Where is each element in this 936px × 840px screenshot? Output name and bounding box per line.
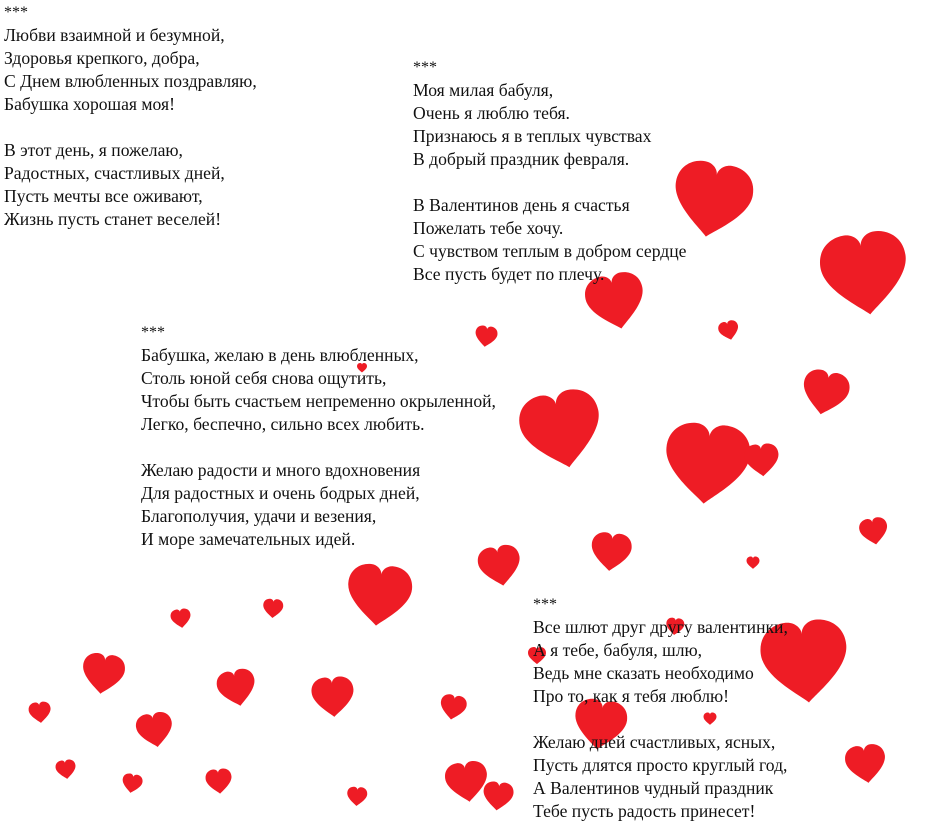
heart-icon — [589, 531, 633, 573]
poem-4-stars: *** — [533, 596, 557, 613]
poem-4-line-2: А я тебе, бабуля, шлю, — [533, 640, 703, 660]
poem-3-line-9: И море замечательных идей. — [141, 529, 356, 549]
heart-icon — [346, 786, 367, 806]
heart-icon — [662, 420, 753, 507]
heart-icon — [515, 385, 609, 476]
heart-icon — [55, 759, 77, 781]
poem-4-line-1: Все шлют друг другу валентинки, — [533, 617, 788, 637]
poem-1-line-3: С Днем влюбленных поздравляю, — [4, 71, 257, 91]
poem-3-line-2: Столь юной себя снова ощутить, — [141, 368, 387, 388]
poem-3-line-1: Бабушка, желаю в день влюбленных, — [141, 345, 419, 365]
poem-4-line-3: Ведь мне сказать необходимо — [533, 663, 754, 683]
heart-icon — [311, 676, 356, 719]
poem-3-line-3: Чтобы быть счастьем непременно окрыленной, — [141, 391, 496, 411]
poem-4-line-7: Пусть длятся просто круглый год, — [533, 755, 788, 775]
stanza-gap — [533, 708, 788, 731]
heart-icon — [443, 759, 490, 804]
poem-2-line-3: Признаюсь я в теплых чувствах — [413, 126, 652, 146]
poem-3-line-4: Легко, беспечно, сильно всех любить. — [141, 414, 425, 434]
heart-icon — [816, 227, 913, 320]
poem-1-line-9: Жизнь пусть станет веселей! — [4, 209, 222, 229]
poem-1-stars: *** — [4, 4, 28, 21]
poem-3-line-6: Желаю радости и много вдохновения — [141, 460, 421, 480]
poem-2-line-8: С чувством теплым в добром сердце — [413, 241, 687, 261]
poem-3-stars: *** — [141, 324, 165, 341]
heart-icon — [214, 666, 259, 709]
heart-icon — [717, 319, 741, 342]
heart-icon — [28, 701, 52, 724]
poem-1-line-4: Бабушка хорошая моя! — [4, 94, 175, 114]
heart-icon — [438, 693, 468, 722]
heart-icon — [121, 772, 144, 794]
poem-4-line-6: Желаю дней счастливых, ясных, — [533, 732, 776, 752]
stanza-gap — [141, 436, 496, 459]
poem-2-stars: *** — [413, 59, 437, 76]
poem-1-line-7: Радостных, счастливых дней, — [4, 163, 225, 183]
poem-2-line-2: Очень я люблю тебя. — [413, 103, 570, 123]
heart-icon — [170, 608, 192, 630]
poem-3 — [141, 322, 496, 551]
poem-2-line-4: В добрый праздник февраля. — [413, 149, 630, 169]
heart-icon — [80, 651, 127, 696]
stanza-gap — [413, 171, 686, 194]
heart-icon — [744, 443, 781, 478]
heart-icon — [134, 710, 175, 750]
heart-icon — [798, 367, 852, 419]
heart-icon — [747, 557, 760, 569]
poem-4-line-4: Про то, как я тебя люблю! — [533, 686, 729, 706]
poem-2 — [413, 57, 686, 286]
poem-2-line-7: Пожелать тебе хочу. — [413, 218, 564, 238]
poem-1 — [4, 2, 257, 231]
poem-4-line-9: Тебе пусть радость принесет! — [533, 801, 756, 821]
heart-icon — [205, 768, 233, 795]
poem-3-line-8: Благополучия, удачи и везения, — [141, 506, 377, 526]
stanza-gap — [4, 116, 257, 139]
poem-1-line-6: В этот день, я пожелаю, — [4, 140, 183, 160]
poem-1-line-2: Здоровья крепкого, добра, — [4, 48, 200, 68]
heart-icon — [482, 781, 515, 812]
poem-1-line-1: Любви взаимной и безумной, — [4, 25, 225, 45]
heart-icon — [858, 516, 890, 547]
heart-icon — [843, 742, 888, 785]
poem-2-line-1: Моя милая бабуля, — [413, 80, 554, 100]
poem-2-line-9: Все пусть будет по плечу. — [413, 264, 605, 284]
poem-3-line-7: Для радостных и очень бодрых дней, — [141, 483, 420, 503]
poem-4-line-8: А Валентинов чудный праздник — [533, 778, 774, 798]
heart-icon — [262, 598, 283, 618]
poem-1-line-8: Пусть мечты все оживают, — [4, 186, 203, 206]
poem-4 — [533, 594, 788, 823]
heart-icon — [344, 562, 414, 629]
poem-2-line-6: В Валентинов день я счастья — [413, 195, 630, 215]
